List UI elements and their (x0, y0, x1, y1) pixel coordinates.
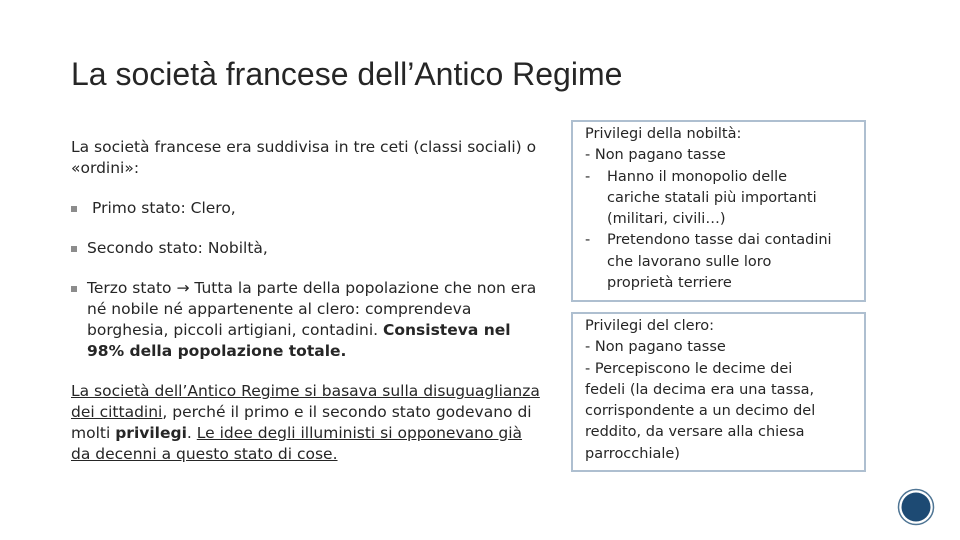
right-arrow-icon: → (176, 279, 190, 297)
privilege-text: Hanno il monopolio delle (607, 168, 788, 185)
dash-marker: - (585, 232, 591, 249)
privilege-item-cont: (militari, civili…) (607, 211, 726, 228)
bold-word: privilegi (115, 424, 187, 442)
slide-number-badge-icon (897, 488, 935, 526)
box-heading: Privilegi del clero: (585, 318, 714, 334)
bullet-third-estate (71, 278, 541, 362)
conclusion-paragraph (71, 381, 541, 465)
plain-text: , perché il primo e il secondo stato godevano di molti (71, 403, 532, 442)
box-heading: Privilegi della nobiltà: (585, 126, 742, 142)
square-bullet-icon (71, 246, 77, 252)
privilege-item-cont: proprietà terriere (607, 275, 732, 292)
privilege-line: - Non pagano tasse (585, 339, 726, 356)
circle-badge-icon (897, 488, 935, 526)
privilege-item-cont: che lavorano sulle loro (607, 253, 772, 270)
bullet-second-estate (71, 238, 541, 259)
privilege-line: corrispondente a un decimo del (585, 403, 816, 420)
intro-paragraph: La società francese era suddivisa in tre ceti (classi sociali) o «ordini»: (71, 138, 537, 177)
privilege-line: parrocchiale) (585, 445, 680, 462)
underlined-text: La società dell’Antico Regime si basava sulla disuguaglianza dei cittadini (71, 382, 540, 421)
bullet-first-estate (71, 198, 541, 219)
bullet-text: Terzo stato (87, 279, 177, 297)
slide-title: La società francese dell’Antico Regime (71, 56, 623, 92)
privilege-item: - Non pagano tasse (585, 147, 726, 164)
bold-statement: Consisteva nel 98% della popolazione totale. (87, 321, 511, 360)
main-text-column (71, 137, 541, 465)
bullet-text: Secondo stato: Nobiltà, (87, 239, 268, 257)
privilege-item (585, 230, 854, 251)
privilege-line: reddito, da versare alla chiesa (585, 424, 805, 441)
privilege-text: Pretendono tasse dai contadini (607, 232, 832, 249)
bullet-text: Tutta la parte della popolazione che non era né nobile né appartenente al clero: comprendeva borghesia, piccoli artigiani, contadini. (87, 279, 537, 339)
plain-text: . (186, 424, 197, 442)
privilege-item-cont: cariche statali più importanti (607, 189, 817, 206)
nobility-privileges-box (571, 120, 866, 302)
clergy-privileges-box (571, 312, 866, 472)
square-bullet-icon (71, 206, 77, 212)
privilege-line: - Percepiscono le decime dei (585, 360, 793, 377)
privilege-line: fedeli (la decima era una tassa, (585, 381, 815, 398)
bullet-text: Primo stato: Clero, (92, 199, 236, 217)
square-bullet-icon (71, 286, 77, 292)
privilege-item (585, 167, 854, 188)
dash-marker: - (585, 168, 591, 185)
underlined-text: Le idee degli illuministi si opponevano già da decenni a questo stato di cose. (71, 424, 523, 463)
